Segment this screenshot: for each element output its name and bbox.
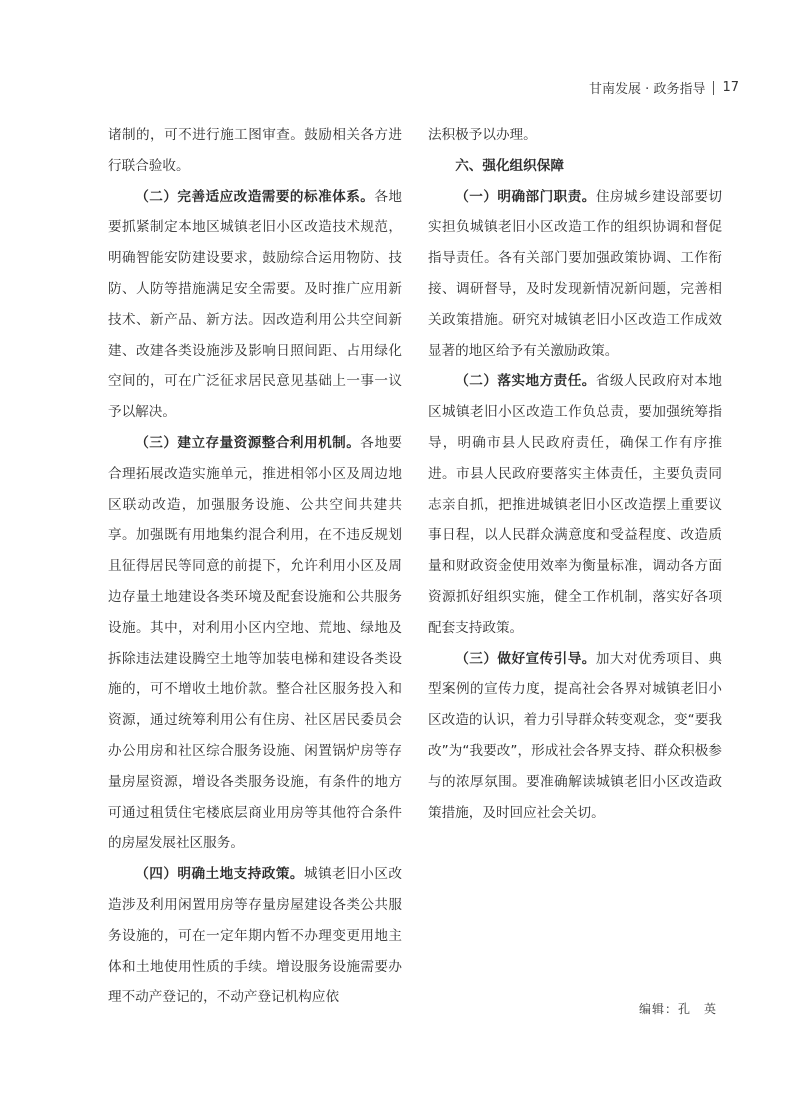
paragraph-body: 省级人民政府对本地区城镇老旧小区改造工作负总责，要加强统筹指导，明确市县人民政府责任，确保工作有序推进。市县人民政府要落实主体责任，主要负责同志亲自抓，把推进城镇老旧小区改造摆上重要议事日程，以人民群众满意度和受益程度、改造质量和财政资金使用效率为衡量标准，调动各方面资源抓好组织实施，健全工作机制，落实好各项配套支持政策。 — [428, 373, 723, 636]
page-number: 17 — [722, 80, 739, 95]
paragraph-body: 加大对优秀项目、典型案例的宣传力度，提高社会各界对城镇老旧小区改造的认识，着力引导群众转变观念，变“要我改”为“我要改”，形成社会各界支持、群众积极参与的浓厚氛围。要准确解读城镇老旧小区改造政策措施，及时回应社会关切。 — [428, 650, 723, 821]
paragraph-heading: （二）完善适应改造需要的标准体系。 — [135, 188, 375, 205]
paragraph: 法积极予以办理。 — [428, 127, 537, 143]
paragraph — [428, 182, 722, 367]
journal-title: 甘南发展 · 政务指导 — [589, 82, 706, 97]
running-header — [589, 78, 739, 97]
paragraph — [428, 644, 722, 829]
paragraph — [428, 366, 722, 643]
paragraph — [108, 182, 402, 428]
left-column — [108, 120, 402, 1013]
paragraph-body: 住房城乡建设部要切实担负城镇老旧小区改造工作的组织协调和督促指导责任。各有关部门要加强政策协调、工作衔接、调研督导，及时发现新情况新问题，完善相关政策措施。研究对城镇老旧小区改造工作成效显著的地区给予有关激励政策。 — [428, 188, 723, 359]
paragraph-body: 城镇老旧小区改造涉及利用闲置用房等存量房屋建设各类公共服务设施的，可在一定年期内暂不办理变更用地主体和土地使用性质的手续。增设服务设施需要办理不动产登记的，不动产登记机构应依 — [108, 866, 402, 1006]
paragraph-heading: （三）建立存量资源整合利用机制。 — [135, 434, 361, 451]
paragraph-heading: （三）做好宣传引导。 — [455, 650, 596, 667]
header-divider — [713, 81, 714, 95]
paragraph — [108, 428, 402, 859]
paragraph: 诸制的，可不进行施工图审查。鼓励相关各方进行联合验收。 — [108, 127, 402, 174]
paragraph-heading: （一）明确部门职责。 — [455, 188, 596, 205]
paragraph-body: 各地要合理拓展改造实施单元，推进相邻小区及周边地区联动改造，加强服务设施、公共空间共建共享。加强既有用地集约混合利用，在不违反规划且征得居民等同意的前提下，允许利用小区及周边存量土地建设各类环境及配套设施和公共服务设施。其中，对利用小区内空地、荒地、绿地及拆除违法建设腾空土地等加装电梯和建设各类设施的，可不增收土地价款。整合社区服务投入和资源，通过统筹利用公有住房、社区居民委员会办公用房和社区综合服务设施、闲置锅炉房等存量房屋资源，增设各类服务设施，有条件的地方可通过租赁住宅楼底层商业用房等其他符合条件的房屋发展社区服务。 — [108, 434, 403, 852]
paragraph-heading: （二）落实地方责任。 — [455, 373, 596, 390]
section-title: 六、强化组织保障 — [455, 157, 564, 174]
paragraph-body: 各地要抓紧制定本地区城镇老旧小区改造技术规范，明确智能安防建设要求，鼓励综合运用物防、技防、人防等措施满足安全需要。及时推广应用新技术、新产品、新方法。因改造利用公共空间新建、改建各类设施涉及影响日照间距、占用绿化空间的，可在广泛征求居民意见基础上一事一议予以解决。 — [108, 188, 403, 421]
paragraph — [108, 859, 402, 1013]
right-column — [428, 120, 722, 828]
paragraph-heading: （四）明确土地支持政策。 — [135, 866, 304, 883]
editor-credit: 编辑：孔 英 — [638, 1002, 717, 1016]
